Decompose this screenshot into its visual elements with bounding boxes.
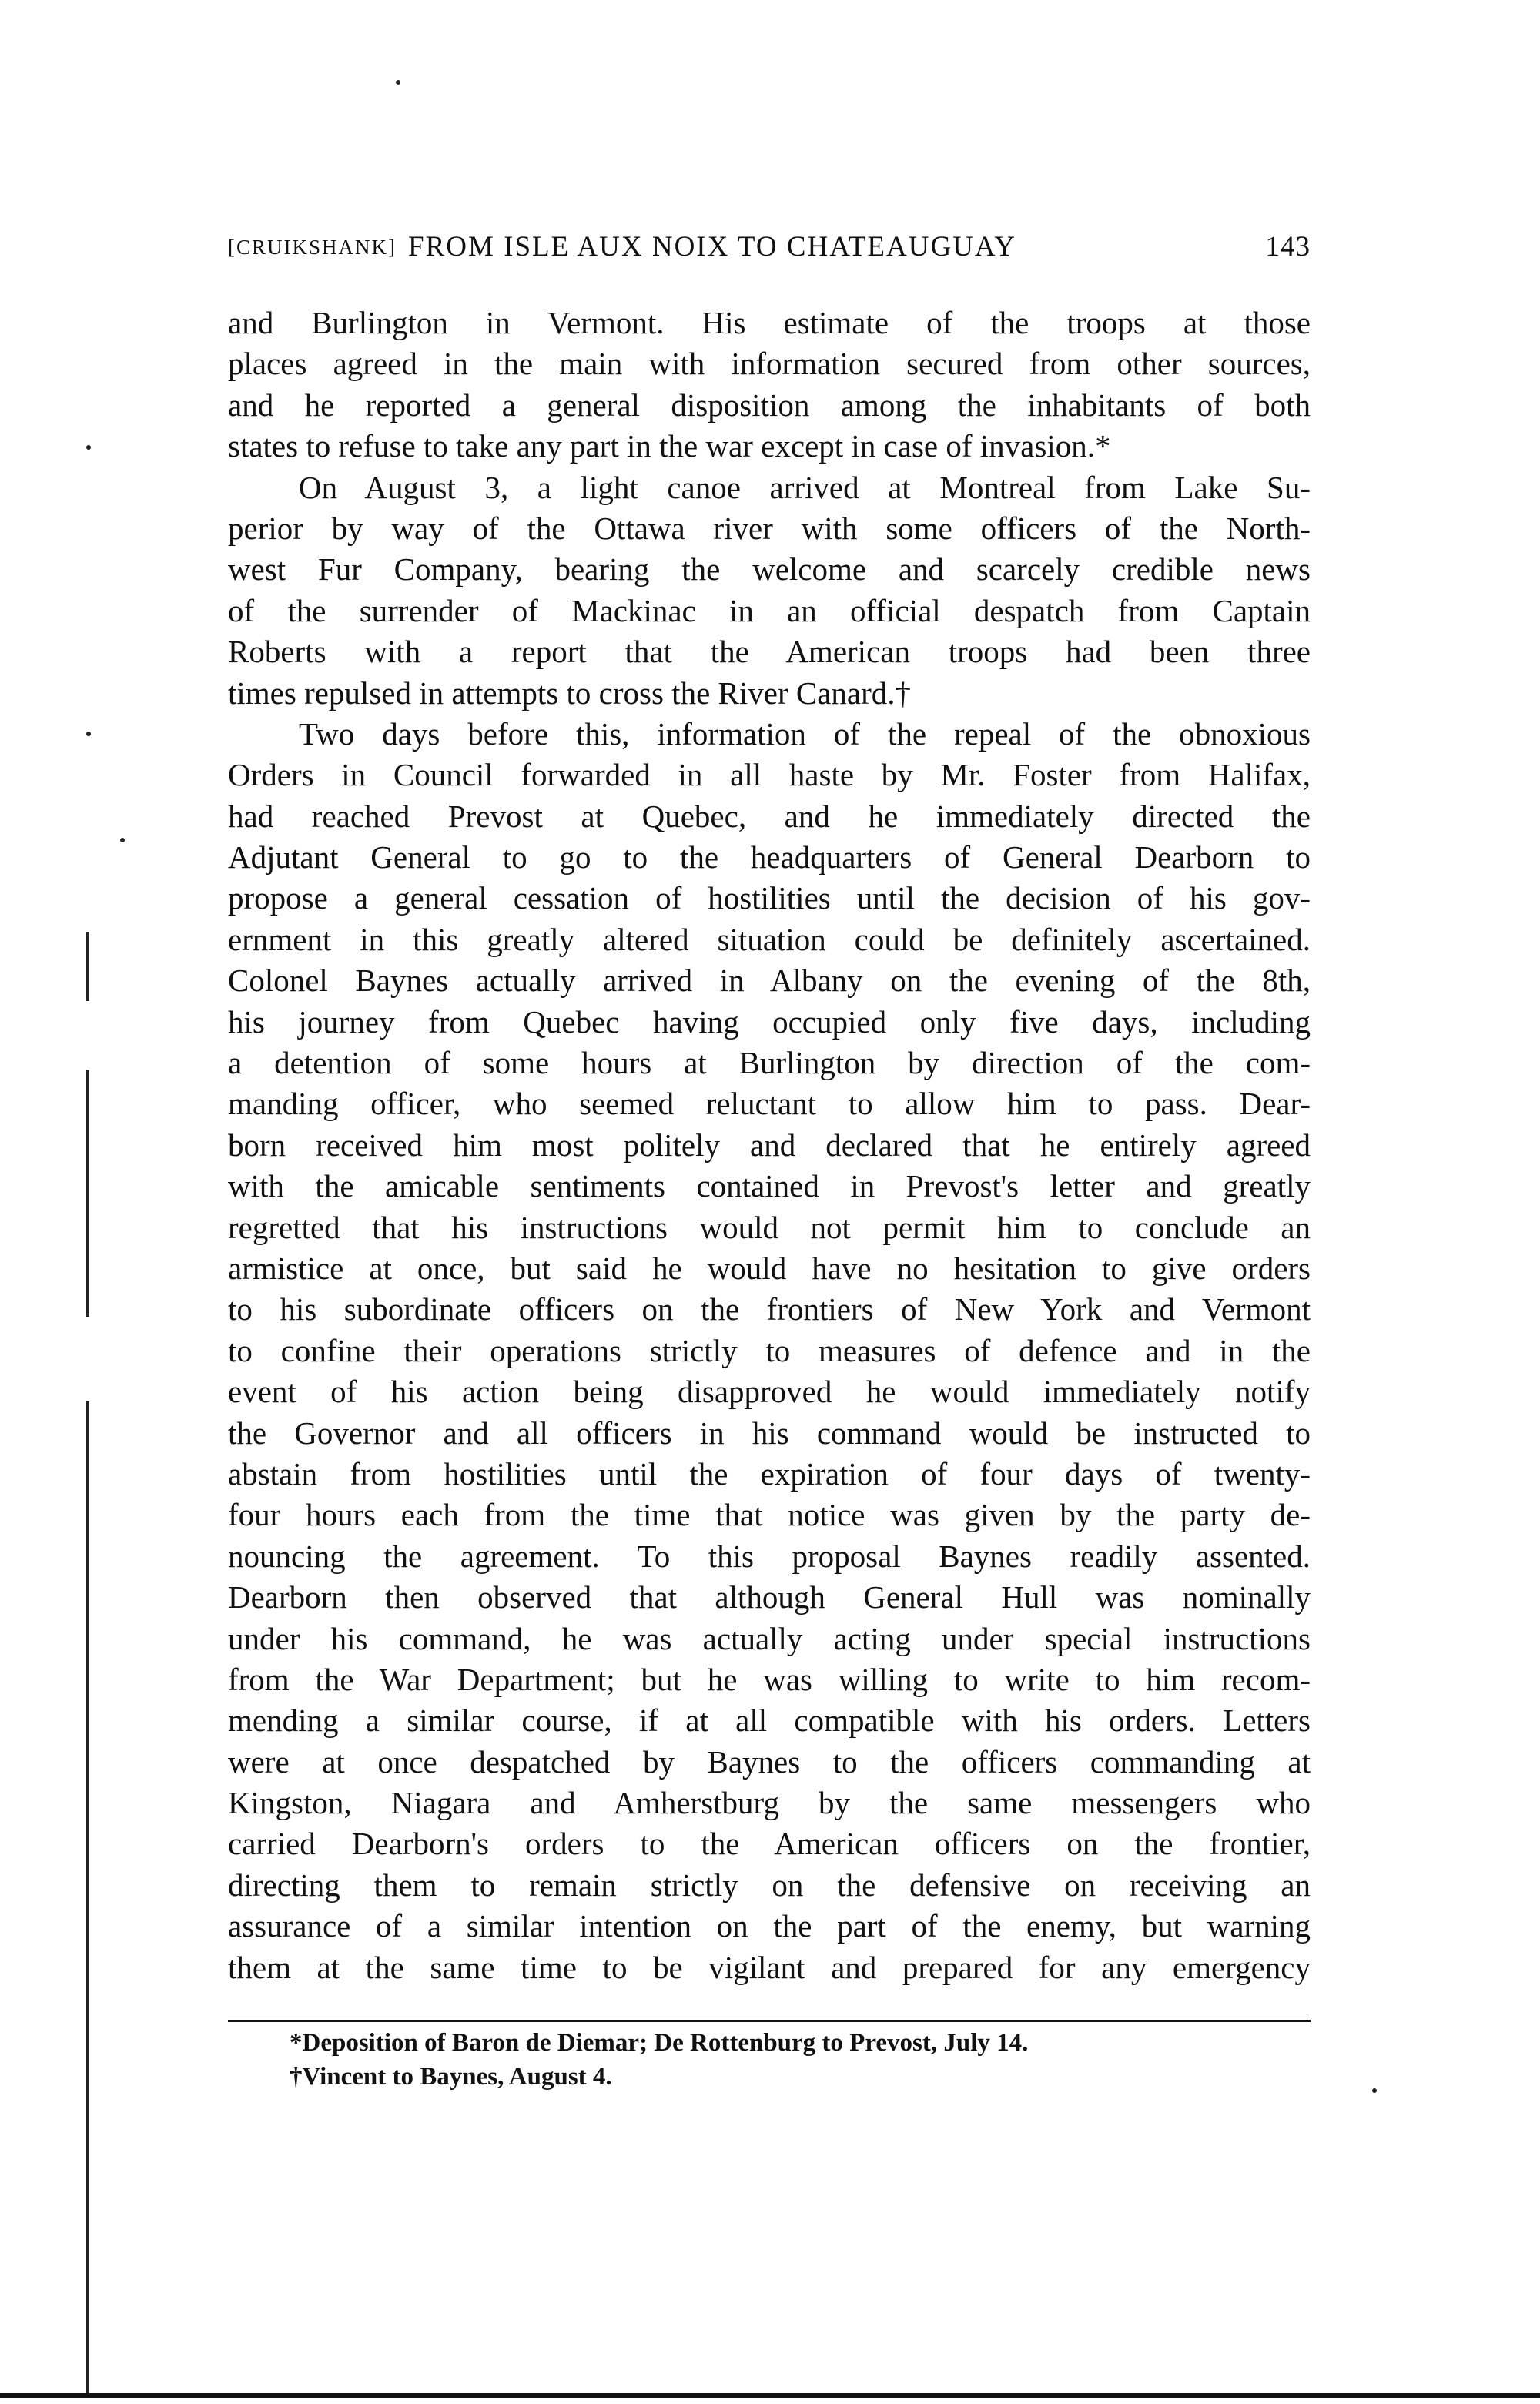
text-line: had reached Prevost at Quebec, and he immediately directed the xyxy=(228,798,1311,834)
text-line: Dearborn then observed that although General Hull was nominally xyxy=(228,1579,1311,1616)
text-line: four hours each from the time that notice was given by the party de- xyxy=(228,1497,1311,1533)
text-line: Adjutant General to go to the headquarters of General Dearborn to xyxy=(228,839,1311,876)
text-line: On August 3, a light canoe arrived at Montreal from Lake Su- xyxy=(299,469,1311,505)
binding-shadow-middle xyxy=(86,1070,89,1317)
text-line: Colonel Baynes actually arrived in Albany on the evening of the 8th, xyxy=(228,963,1311,999)
text-line: a detention of some hours at Burlington by direction of the com- xyxy=(228,1045,1311,1081)
running-head-title: FROM ISLE AUX NOIX TO CHATEAUGUAY xyxy=(408,231,1016,263)
speck xyxy=(86,732,91,736)
speck xyxy=(396,80,400,85)
text-line: to confine their operations strictly to measures of defence and in the xyxy=(228,1332,1311,1368)
text-line: Kingston, Niagara and Amherstburg by the same messengers who xyxy=(228,1785,1311,1821)
text-line: with the amicable sentiments contained in Prevost's letter and greatly xyxy=(228,1168,1311,1204)
footnotes xyxy=(290,2026,1311,2094)
footnote: *Deposition of Baron de Diemar; De Rottenburg to Prevost, July 14. xyxy=(290,2029,1029,2057)
speck xyxy=(120,838,125,842)
text-line: Roberts with a report that the American troops had been three xyxy=(228,634,1311,670)
text-line: and Burlington in Vermont. His estimate of the troops at those xyxy=(228,305,1311,340)
text-line: were at once despatched by Baynes to the officers commanding at xyxy=(228,1743,1311,1780)
text-line: assurance of a similar intention on the part of the enemy, but warning xyxy=(228,1908,1311,1944)
text-line: places agreed in the main with information secured from other sources, xyxy=(228,346,1311,382)
text-line: his journey from Quebec having occupied only five days, including xyxy=(228,1003,1311,1040)
text-line: ernment in this greatly altered situation could be definitely ascertained. xyxy=(228,921,1311,957)
text-line: Orders in Council forwarded in all haste by Mr. Foster from Halifax, xyxy=(228,757,1311,793)
text-line: nouncing the agreement. To this proposal Baynes readily assented. xyxy=(228,1538,1311,1574)
running-head xyxy=(228,228,1311,266)
text-line: directing them to remain strictly on the defensive on receiving an xyxy=(228,1867,1311,1903)
speck xyxy=(86,445,91,450)
text-line: regretted that his instructions would not permit him to conclude an xyxy=(228,1209,1311,1245)
text-line: born received him most politely and declared that he entirely agreed xyxy=(228,1127,1311,1163)
text-line: to his subordinate officers on the frontiers of New York and Vermont xyxy=(228,1291,1311,1328)
footnote: †Vincent to Baynes, August 4. xyxy=(290,2063,612,2091)
page-number: 143 xyxy=(1265,231,1311,263)
text-line: states to refuse to take any part in the war except in case of invasion.* xyxy=(228,428,1111,464)
text-line: the Governor and all officers in his command would be instructed to xyxy=(228,1415,1311,1451)
text-line: manding officer, who seemed reluctant to allow him to pass. Dear- xyxy=(228,1086,1311,1122)
text-line: west Fur Company, bearing the welcome and scarcely credible news xyxy=(228,551,1311,588)
text-line: propose a general cessation of hostilities until the decision of his gov- xyxy=(228,880,1311,916)
binding-shadow-lower xyxy=(86,1401,89,2395)
text-line: mending a similar course, if at all compatible with his orders. Letters xyxy=(228,1703,1311,1739)
speck xyxy=(1372,2088,1377,2093)
text-line: from the War Department; but he was willing to write to him recom- xyxy=(228,1661,1311,1697)
text-line: Two days before this, information of the repeal of the obnoxious xyxy=(299,715,1311,752)
text-line: carried Dearborn's orders to the American officers on the frontier, xyxy=(228,1826,1311,1862)
text-line: of the surrender of Mackinac in an official despatch from Captain xyxy=(228,592,1311,628)
text-line: and he reported a general disposition among the inhabitants of both xyxy=(228,387,1311,423)
page-bottom-edge xyxy=(0,2393,1540,2398)
binding-shadow-upper xyxy=(86,932,89,1001)
text-line: under his command, he was actually acting under special instructions xyxy=(228,1620,1311,1656)
running-head-author: [CRUIKSHANK] xyxy=(228,236,397,259)
text-line: armistice at once, but said he would have no hesitation to give orders xyxy=(228,1250,1311,1286)
text-line: perior by way of the Ottawa river with some officers of the North- xyxy=(228,510,1311,546)
body-text xyxy=(228,303,1311,1988)
footnote-rule xyxy=(228,2020,1311,2022)
text-line: times repulsed in attempts to cross the River Canard.† xyxy=(228,675,912,711)
text-line: event of his action being disapproved he would immediately notify xyxy=(228,1374,1311,1410)
text-line: them at the same time to be vigilant and prepared for any emergency xyxy=(228,1949,1311,1985)
text-line: abstain from hostilities until the expiration of four days of twenty- xyxy=(228,1455,1311,1492)
